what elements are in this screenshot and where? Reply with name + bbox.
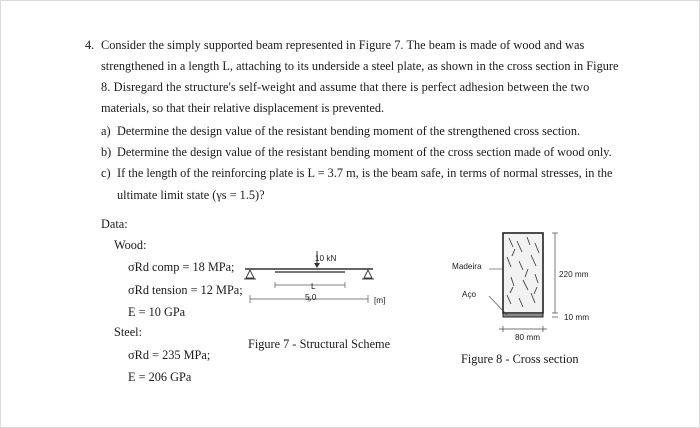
problem-number: 4. (85, 38, 95, 52)
wood-section (503, 233, 543, 313)
intro-line-3: 8. Disregard the structure's self-weight and assume that there is perfect adhesion between the two (101, 80, 590, 94)
right-support (364, 270, 372, 278)
height-label: 220 mm (559, 270, 589, 279)
part-c-text: If the length of the reinforcing plate is L = 3.7 m, is the beam safe, in terms of normal stresses, in the (117, 166, 613, 180)
part-a-label: a) (101, 124, 111, 138)
plate-label: 10 mm (564, 313, 590, 322)
steel-plate (503, 313, 543, 317)
part-b-text: Determine the design value of the resistant bending moment of the cross section made of wood only. (117, 145, 612, 159)
intro-line-4: materials, so that their relative displacement is prevented. (101, 101, 385, 115)
unit-label: [m] (374, 296, 386, 305)
data-heading: Data: (101, 217, 128, 231)
part-b-label: b) (101, 145, 112, 159)
intro-line-1: Consider the simply supported beam represented in Figure 7. The beam is made of wood and was (101, 38, 585, 52)
part-c-text-2: ultimate limit state (γs = 1.5)? (117, 188, 265, 202)
width-label: 80 mm (515, 333, 541, 342)
figure7-caption: Figure 7 - Structural Scheme (248, 337, 391, 351)
figure8-caption: Figure 8 - Cross section (461, 352, 579, 366)
wood-heading: Wood: (114, 238, 147, 252)
span-label: 5,0 (305, 293, 317, 302)
wood-e: E = 10 GPa (128, 305, 186, 319)
steel-heading: Steel: (114, 325, 143, 339)
part-a-text: Determine the design value of the resistant bending moment of the strengthened cross section. (117, 124, 581, 138)
wood-comp: σRd comp = 18 MPa; (128, 260, 235, 274)
madeira-label: Madeira (452, 262, 482, 271)
load-label: 10 kN (315, 254, 337, 263)
aco-label: Aço (462, 290, 477, 299)
part-c-label: c) (101, 166, 111, 180)
reinforcement-label: L (311, 282, 316, 291)
intro-line-2: strengthened in a length L, attaching to its underside a steel plate, as shown in the cross section in Figure (101, 59, 619, 73)
steel-e: E = 206 GPa (128, 370, 192, 384)
left-support (246, 270, 254, 278)
wood-tension: σRd tension = 12 MPa; (128, 283, 243, 297)
steel-rd: σRd = 235 MPa; (128, 348, 211, 362)
